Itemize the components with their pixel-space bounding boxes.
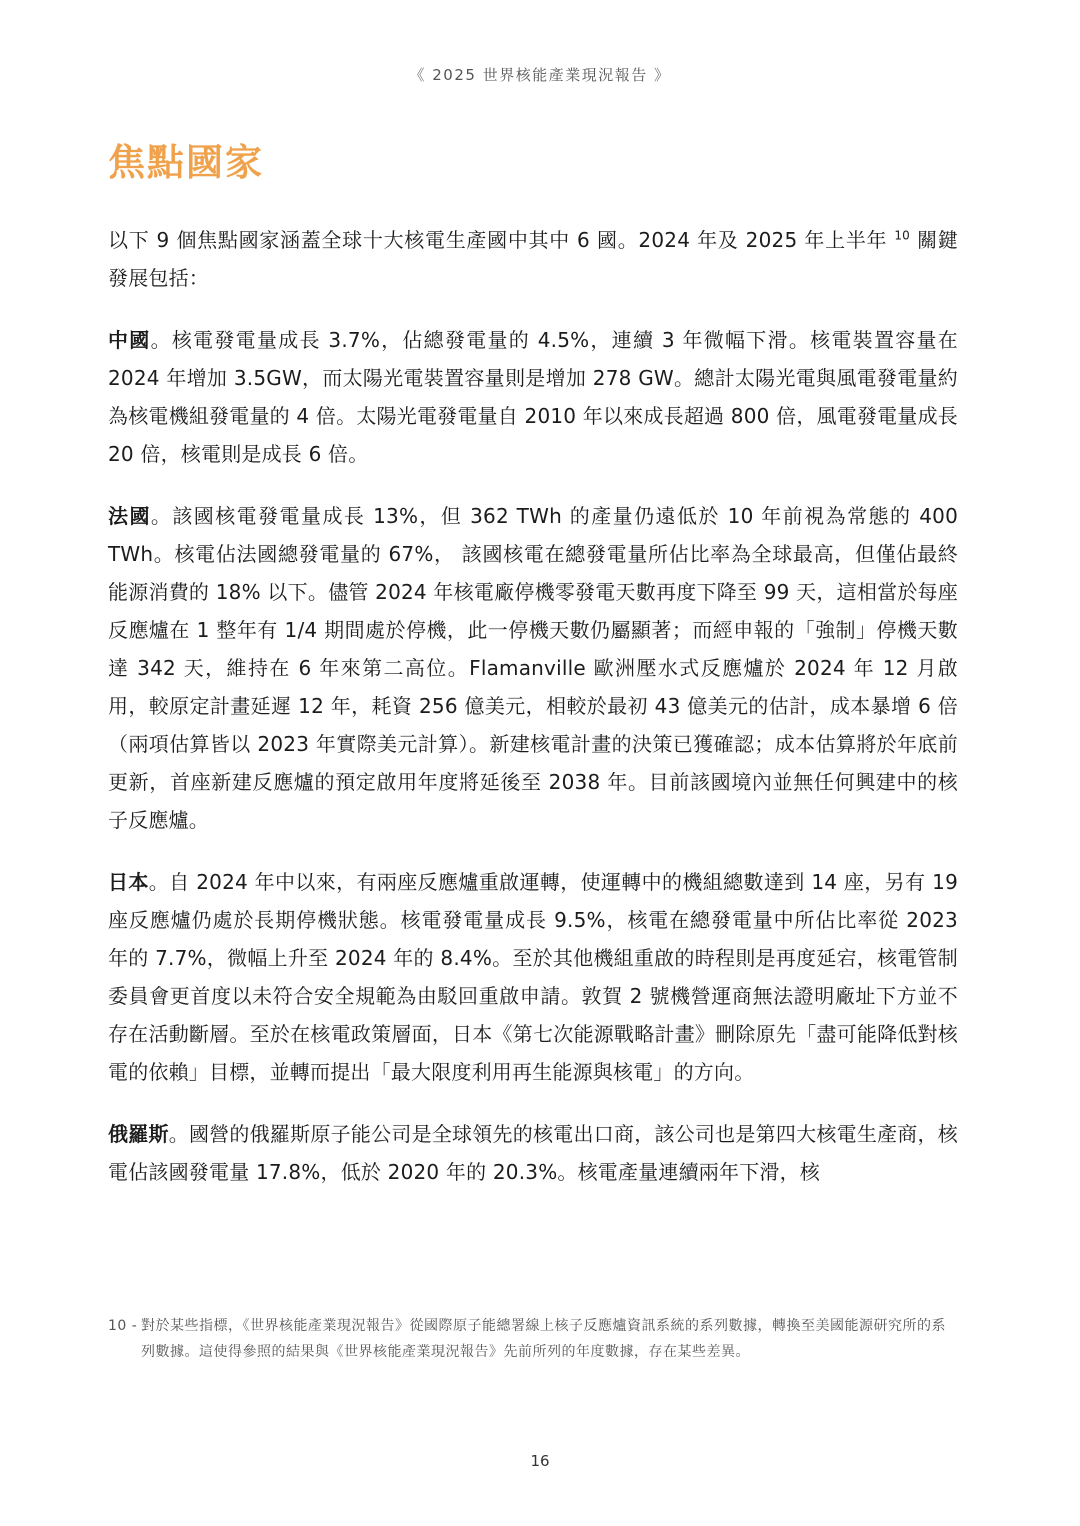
country-text-japan: 。自 2024 年中以來，有兩座反應爐重啟運轉，使運轉中的機組總數達到 14 座，另有 19 座反應爐仍處於長期停機狀態。核電發電量成長 9.5%，核電在總發電量中所佔比率從 2023 年的 7.7%，微幅上升至 2024 年的 8.4%。至於其他機組重啟的時程則是再度延宕，核電管制委員會更首度以未符合安全規範為由駁回重啟申請。敦賀 2 號機營運商無法證明廠址下方並不存在活動斷層。至於在核電政策層面，日本《第七次能源戰略計畫》刪除原先「盡可能降低對核電的依賴」目標，並轉而提出「最大限度利用再生能源與核電」的方向。 [108,870,958,1084]
footnote-number: 10 - [108,1318,138,1334]
footnote-reference[interactable]: 10 [894,228,911,243]
country-text-china: 。核電發電量成長 3.7%，佔總發電量的 4.5%，連續 3 年微幅下滑。核電裝置容量在 2024 年增加 3.5GW，而太陽光電裝置容量則是增加 278 GW。總計太陽光電與風電發電量約為核電機組發電量的 4 倍。太陽光電發電量自 2010 年以來成長超過 800 倍，風電發電量成長 20 倍，核電則是成長 6 倍。 [108,328,958,466]
intro-text-end: 關鍵發展包括： [108,228,958,290]
country-name-russia: 俄羅斯 [108,1122,169,1146]
running-header: 《 2025 世界核能產業現況報告 》 [409,66,671,84]
page-title: 焦點國家 [108,141,264,184]
country-text-russia: 。國營的俄羅斯原子能公司是全球領先的核電出口商，該公司也是第四大核電生產商，核電佔該國發電量 17.8%，低於 2020 年的 20.3%。核電產量連續兩年下滑，核 [108,1122,958,1184]
country-text-france: 。該國核電發電量成長 13%，但 362 TWh 的產量仍遠低於 10 年前視為常態的 400 TWh。核電佔法國總發電量的 67%， 該國核電在總發電量所佔比率為全球最高，但僅佔最終能源消費的 18% 以下。儘管 2024 年核電廠停機零發電天數再度下降至 99 天，這相當於每座反應爐在 1 整年有 1/4 期間處於停機，此一停機天數仍屬顯著；而經申報的「強制」停機天數達 342 天，維持在 6 年來第二高位。Flamanville 歐洲壓水式反應爐於 2024 年 12 月啟用，較原定計畫延遲 12 年，耗資 256 億美元，相較於最初 43 億美元的估計，成本暴增 6 倍（兩項估算皆以 2023 年實際美元計算）。新建核電計畫的決策已獲確認；成本估算將於年底前更新，首座新建反應爐的預定啟用年度將延後至 2038 年。目前該國境內並無任何興建中的核子反應爐。 [108,504,958,832]
body-text [108,221,958,1215]
page-number: 16 [530,1452,550,1470]
intro-text: 以下 9 個焦點國家涵蓋全球十大核電生產國中其中 6 國。2024 年及 2025 年上半年 [108,228,888,252]
footnote [108,1313,958,1365]
country-name-china: 中國 [108,328,151,352]
country-paragraph-japan [108,863,958,1091]
country-name-japan: 日本 [108,870,149,894]
country-paragraph-china [108,321,958,473]
intro-paragraph [108,221,958,297]
country-paragraph-france [108,497,958,839]
country-paragraph-russia [108,1115,958,1191]
footnote-text: 對於某些指標，《世界核能產業現況報告》從國際原子能總署線上核子反應爐資訊系統的系列數據，轉換至美國能源研究所的系列數據。這使得參照的結果與《世界核能產業現況報告》先前所列的年度數據，存在某些差異。 [141,1318,946,1360]
country-name-france: 法國 [108,504,151,528]
